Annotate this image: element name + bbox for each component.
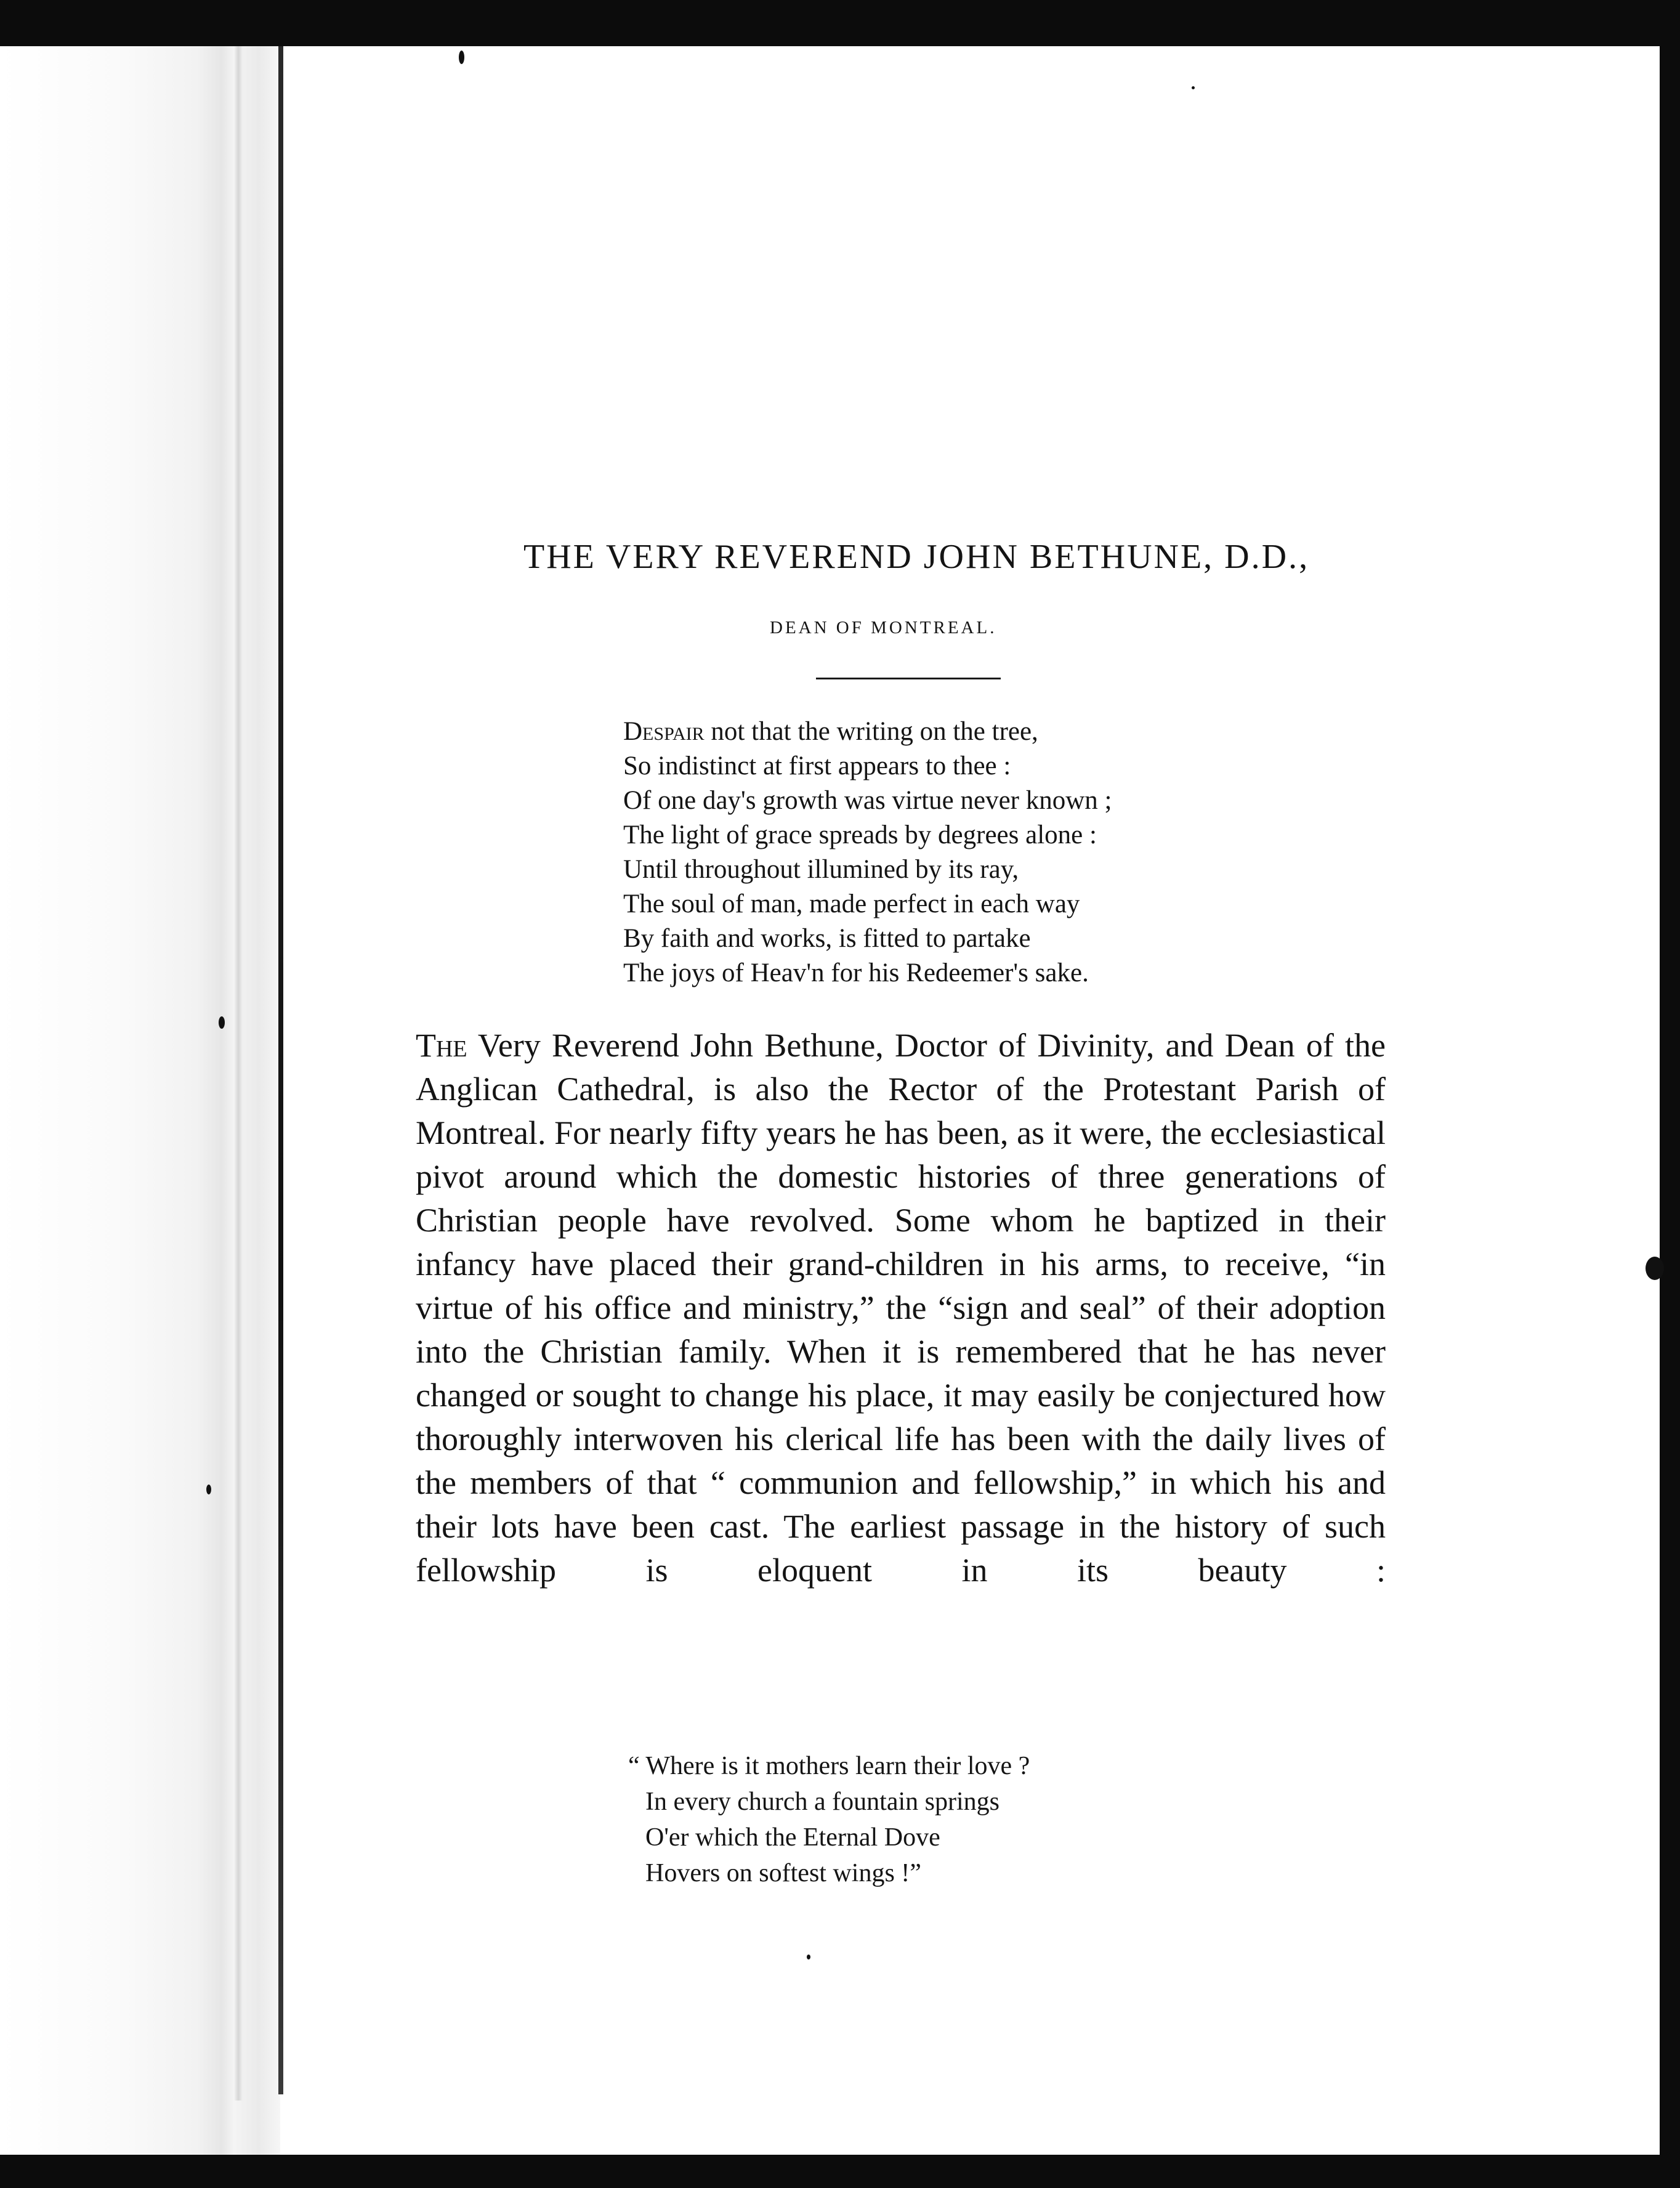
- scan-speck: [206, 1485, 211, 1494]
- scan-speck: [807, 1955, 810, 1959]
- title-rule: [816, 678, 1001, 679]
- page-subtitle: DEAN OF MONTREAL.: [770, 618, 997, 638]
- scan-speck: [1192, 86, 1195, 89]
- verse-line: “ Where is it mothers learn their love ?: [628, 1752, 1030, 1780]
- page-edge: [278, 43, 283, 2094]
- poem-line: The soul of man, made perfect in each way: [623, 889, 1080, 918]
- verse-line: In every church a fountain springs: [645, 1788, 1000, 1816]
- poem-line: Of one day's growth was virtue never known ;: [623, 786, 1112, 815]
- verse-line: O'er which the Eternal Dove: [645, 1823, 940, 1852]
- body-paragraph: [416, 1024, 1386, 1592]
- opening-word: The: [416, 1027, 467, 1064]
- poem-line: [623, 715, 1208, 749]
- scan-border-right: [1660, 0, 1680, 2188]
- scan-speck: [1646, 1257, 1664, 1280]
- epigraph-poem: [623, 715, 1208, 991]
- page-title: THE VERY REVEREND JOHN BETHUNE, D.D.,: [523, 538, 1310, 576]
- poem-line-text: not that the writing on the tree,: [704, 717, 1038, 746]
- binding-shadow: [234, 43, 243, 2101]
- scan-speck: [459, 51, 464, 64]
- closing-verse: [628, 1748, 1182, 1891]
- drop-word: Despair: [623, 717, 705, 746]
- scan-border-top: [0, 0, 1680, 46]
- verse-line: Hovers on softest wings !”: [645, 1859, 921, 1887]
- poem-line: So indistinct at first appears to thee :: [623, 752, 1011, 780]
- poem-line: The light of grace spreads by degrees alone :: [623, 820, 1097, 849]
- poem-line: The joys of Heav'n for his Redeemer's sake.: [623, 958, 1089, 987]
- scan-speck: [219, 1016, 225, 1029]
- poem-line: By faith and works, is fitted to partake: [623, 924, 1031, 953]
- paragraph-text: Very Reverend John Bethune, Doctor of Divinity, and Dean of the Anglican Cathedral, is also the Rector of the Protestant Parish of Montreal. For nearly fifty years he has been, as it were, the ecclesiastical pivot around which the domestic histories of three generations of Christian people have revolved. Some whom he baptized in their infancy have placed their grand-children in his arms, to receive, “in virtue of his office and ministry,” the “sign and seal” of their adoption into the Christian family. When it is remembered that he has never changed or sought to change his place, it may easily be conjectured how thoroughly interwoven his clerical life has been with the daily lives of the members of that “ communion and fellowship,” in which his and their lots have been cast. The earliest passage in the history of such fellowship is eloquent in its beauty :: [416, 1027, 1386, 1589]
- poem-line: Until throughout illumined by its ray,: [623, 855, 1019, 884]
- scan-border-bottom: [0, 2155, 1680, 2188]
